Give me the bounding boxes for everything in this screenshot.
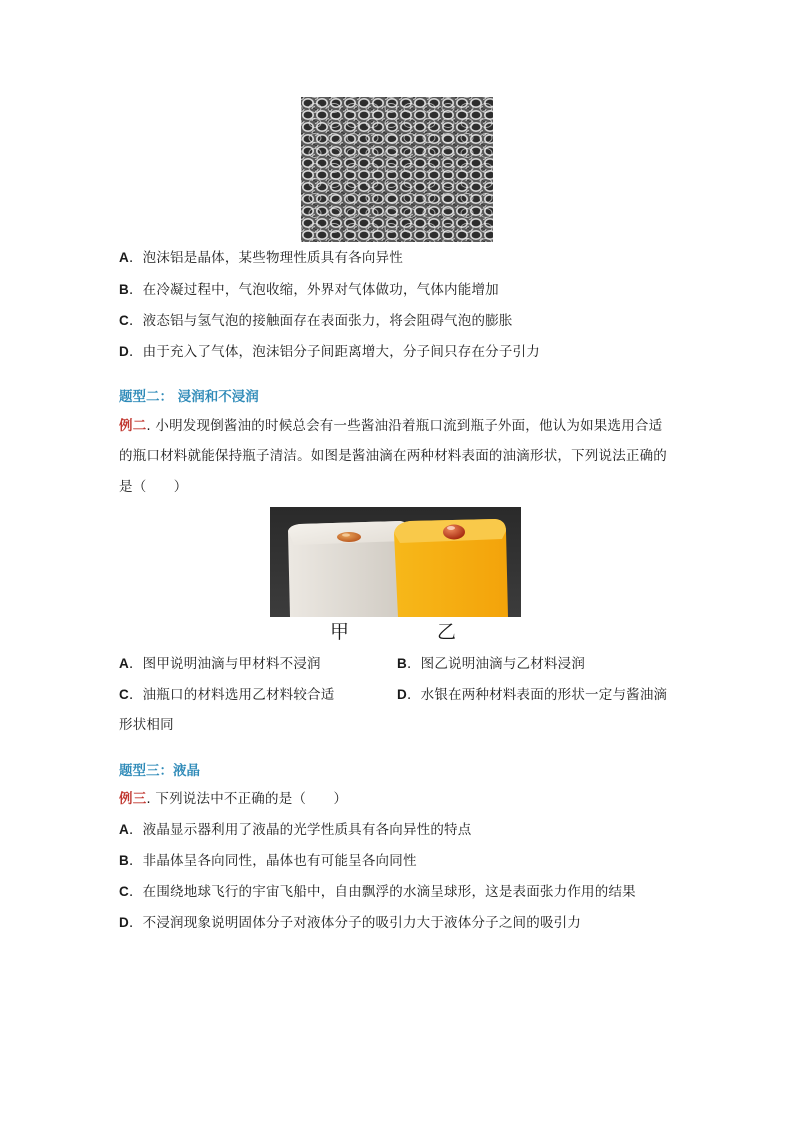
option-text: ．图乙说明油滴与乙材料浸润 [406,656,586,672]
section-title-wetting: 题型二： 浸润和不浸润 [119,389,259,405]
foam-aluminum-photo-icon [301,97,493,242]
example-2-option-a [119,654,321,674]
stem-text: . 下列说法中不正确的是（ ） [146,791,348,807]
q1-option-a [119,248,403,268]
option-text: ．在冷凝过程中，气泡收缩，外界对气体做功，气体内能增加 [128,282,499,298]
option-label: C [119,884,129,899]
option-label: A [119,656,129,671]
example-2-option-b [397,654,585,674]
option-label: A [119,250,129,265]
example-3-stem [119,789,347,809]
example-2-option-c [119,685,334,705]
example-prefix: 例二 [119,418,147,434]
example-2-option-d-continued: 形状相同 [119,717,174,733]
option-text: ．油瓶口的材料选用乙材料较合适 [128,687,335,703]
example-3-option-c [119,882,636,902]
option-text: ．非晶体呈各向同性，晶体也有可能呈各向同性 [128,853,417,869]
option-text: ．图甲说明油滴与甲材料不浸润 [128,656,321,672]
q1-option-b [119,280,499,300]
option-label: C [119,687,129,702]
example-3-option-d [119,913,581,933]
option-label: D [397,687,407,702]
option-text: ．由于充入了气体，泡沫铝分子间距离增大，分子间只存在分子引力 [128,344,540,360]
option-text: ．液晶显示器利用了液晶的光学性质具有各向异性的特点 [128,822,472,838]
example-2-option-d [397,685,667,705]
example-3-option-a [119,820,471,840]
stem-text: . 小明发现倒酱油的时候总会有一些酱油沿着瓶口流到瓶子外面，他认为如果选用合适 [146,418,663,434]
caption-right: 乙 [437,621,457,643]
q1-option-c [119,311,513,331]
caption-left: 甲 [330,621,350,643]
example-2-stem-line3: 是（ ） [119,479,188,495]
example-3-option-b [119,851,417,871]
option-label: A [119,822,129,837]
option-label: D [119,344,129,359]
q1-option-d [119,342,540,362]
option-label: B [119,853,129,868]
oil-drop-image [270,507,521,617]
example-2-stem-line2: 的瓶口材料就能保持瓶子清洁。如图是酱油滴在两种材料表面的油滴形状，下列说法正确的 [119,448,667,464]
option-text: ．不浸润现象说明固体分子对液体分子的吸引力大于液体分子之间的吸引力 [128,915,582,931]
option-label: B [397,656,407,671]
option-text: ．在围绕地球飞行的宇宙飞船中，自由飘浮的水滴呈球形，这是表面张力作用的结果 [128,884,636,900]
foam-aluminum-image [301,97,493,242]
option-text: ．水银在两种材料表面的形状一定与酱油滴 [406,687,668,703]
example-prefix: 例三 [119,791,147,807]
option-label: C [119,313,129,328]
option-label: B [119,282,129,297]
example-2-stem-line1 [119,416,662,436]
option-text: ．泡沫铝是晶体，某些物理性质具有各向异性 [128,250,403,266]
option-text: ．液态铝与氢气泡的接触面存在表面张力，将会阻碍气泡的膨胀 [128,313,513,329]
oil-drop-on-two-blocks-icon [270,507,521,617]
option-label: D [119,915,129,930]
section-title-liquid-crystal: 题型三：液晶 [119,763,200,779]
